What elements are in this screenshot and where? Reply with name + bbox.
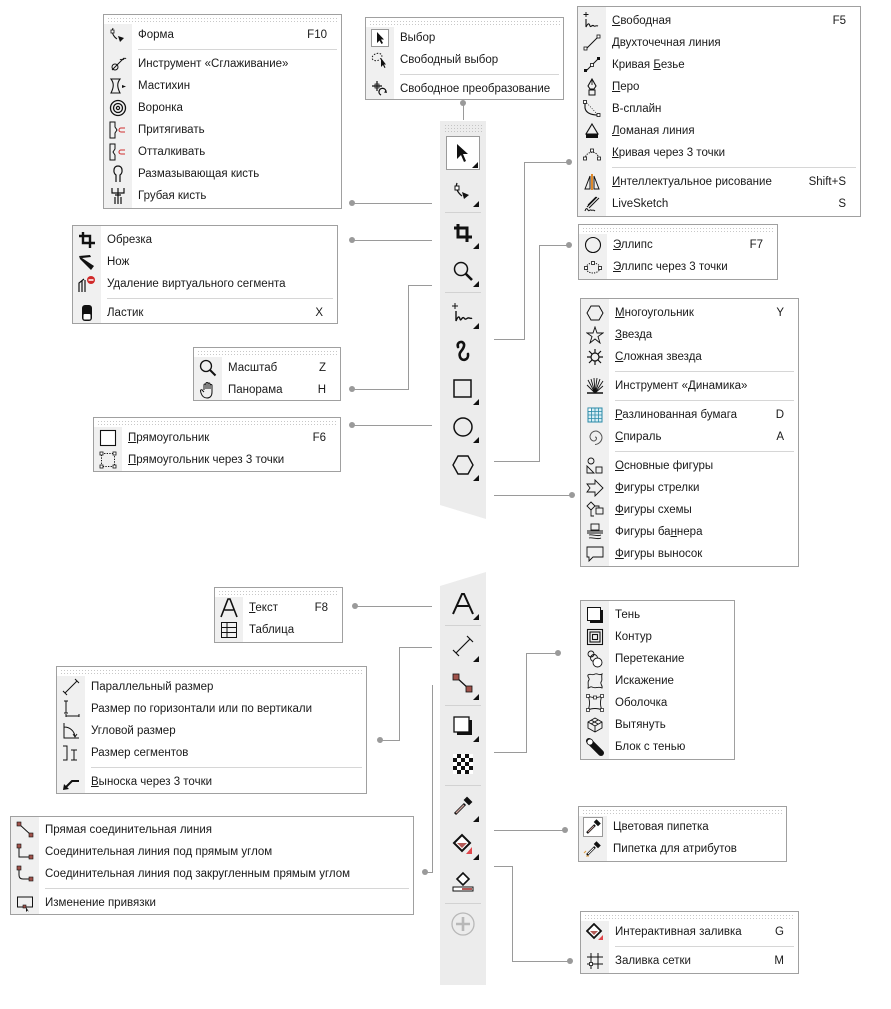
artistic-media-icon <box>452 339 474 363</box>
toolbox-grip[interactable] <box>444 124 482 133</box>
rectangle-tool-button[interactable] <box>446 372 480 406</box>
connector-dot <box>349 386 355 392</box>
straight-connector-icon <box>11 821 39 839</box>
menu-grip[interactable] <box>218 590 339 597</box>
table-icon <box>215 621 243 639</box>
menu-item-crop[interactable]: Обрезка <box>73 229 337 251</box>
banner-shapes-icon <box>581 523 609 541</box>
rectangle-icon <box>94 429 122 447</box>
menu-item-smooth[interactable]: Инструмент «Сглаживание» <box>104 53 341 75</box>
freehand-icon <box>578 12 606 30</box>
2point-line-icon <box>578 34 606 52</box>
connector-line <box>399 647 400 741</box>
connector-dot <box>567 958 573 964</box>
knife-icon <box>73 253 101 271</box>
parallel-dimension-icon <box>452 635 474 657</box>
edit-anchor-icon <box>11 894 39 912</box>
connector-dot <box>422 869 428 875</box>
parallel-dimension-icon <box>57 678 85 696</box>
zoom-icon <box>452 260 474 282</box>
livesketch-icon <box>578 195 606 213</box>
crop-tool-button[interactable] <box>446 216 480 250</box>
connector-dot <box>566 159 572 165</box>
bezier-icon <box>578 56 606 74</box>
repel-icon <box>104 143 132 161</box>
menu-item-blend[interactable]: Перетекание <box>581 648 734 670</box>
roughen-brush-icon <box>104 187 132 205</box>
twirl-icon <box>104 99 132 117</box>
menu-item-knife[interactable]: Нож <box>73 251 337 273</box>
menu-item-banner-shapes[interactable]: Фигуры баннера <box>581 521 798 543</box>
connector-dot <box>349 237 355 243</box>
menu-item-envelope[interactable]: Оболочка <box>581 692 734 714</box>
polyline-icon <box>578 122 606 140</box>
rectangle-icon <box>452 378 474 400</box>
rectangle-3pt-icon <box>94 451 122 469</box>
connector-line <box>352 240 432 241</box>
menu-item-spiral[interactable]: Спираль A <box>581 426 798 448</box>
menu-grip[interactable] <box>369 20 560 27</box>
menu-item-edit-anchor[interactable]: Изменение привязки <box>11 892 413 914</box>
menu-item-virtual-segment-delete[interactable]: Удаление виртуального сегмента <box>73 273 337 295</box>
menu-item-mesh-fill[interactable]: Заливка сетки M <box>581 950 798 972</box>
dimension-tool-button[interactable] <box>446 629 480 663</box>
text-icon <box>451 592 475 616</box>
smart-drawing-icon <box>578 173 606 191</box>
menu-item-2point-line[interactable]: Двухточечная линия <box>578 32 860 54</box>
menu-item-3pt-callout[interactable]: Выноска через 3 точки <box>57 771 366 793</box>
interactive-fill-tool-button[interactable] <box>446 827 480 861</box>
freehand-icon <box>451 302 475 324</box>
rectangle-flyout-menu <box>93 417 341 472</box>
polygon-flyout-menu <box>580 298 799 567</box>
connector-line <box>494 495 572 496</box>
extrude-icon <box>581 716 609 734</box>
pick-flyout-menu <box>365 17 564 100</box>
mesh-fill-icon <box>581 952 609 970</box>
connector-line <box>494 830 565 831</box>
zoom-tool-button[interactable] <box>446 254 480 288</box>
menu-item-straight-connector[interactable]: Прямая соединительная линия <box>11 819 413 841</box>
3pt-callout-icon <box>57 773 85 791</box>
toolbox-bottom <box>440 572 486 985</box>
eyedropper-tool-button[interactable] <box>446 789 480 823</box>
menu-item-impact[interactable]: Инструмент «Динамика» <box>581 375 798 397</box>
menu-item-complex-star[interactable]: Сложная звезда <box>581 346 798 368</box>
connector-line <box>352 203 432 204</box>
connector-line <box>539 245 540 462</box>
connector-dot <box>352 603 358 609</box>
menu-item-polygon[interactable]: Многоугольник Y <box>581 302 798 324</box>
menu-item-rounded-connector[interactable]: Соединительная линия под закругленным прямым углом <box>11 863 413 885</box>
polygon-icon <box>581 304 609 322</box>
menu-item-table[interactable]: Таблица <box>215 619 342 641</box>
ellipse-tool-button[interactable] <box>446 410 480 444</box>
connector-line <box>494 339 525 340</box>
shape-tool-button[interactable] <box>446 174 480 208</box>
3pt-curve-icon <box>578 144 606 162</box>
connector-line <box>512 866 513 962</box>
artistic-media-tool-button[interactable] <box>446 334 480 368</box>
callout-shapes-icon <box>581 545 609 563</box>
toolbox-top <box>440 121 486 519</box>
smart-fill-tool-button[interactable] <box>446 865 480 899</box>
freehand-pick-icon <box>366 51 394 69</box>
menu-item-distort[interactable]: Искажение <box>581 670 734 692</box>
connector-line <box>494 866 513 867</box>
pick-arrow-icon <box>366 29 394 47</box>
smear-icon <box>104 77 132 95</box>
shape-tool-icon <box>452 180 474 202</box>
connector-dot <box>377 737 383 743</box>
connector-dot <box>566 242 572 248</box>
menu-item-angular-dimension[interactable]: Угловой размер <box>57 720 366 742</box>
right-angle-connector-icon <box>11 843 39 861</box>
connector-line <box>512 961 570 962</box>
menu-item-roughen-brush[interactable]: Грубая кисть <box>104 185 341 207</box>
ellipse-flyout-menu <box>578 224 778 280</box>
menu-grip[interactable] <box>582 809 783 816</box>
block-shadow-icon <box>581 738 609 756</box>
connector-line <box>352 425 432 426</box>
text-icon <box>215 598 243 618</box>
shape-tool-icon <box>104 26 132 44</box>
menu-item-bspline[interactable]: B-сплайн <box>578 98 860 120</box>
menu-item-basic-shapes[interactable]: Основные фигуры <box>581 455 798 477</box>
pick-tool-button[interactable] <box>446 136 480 170</box>
envelope-icon <box>581 694 609 712</box>
connector-line <box>355 606 432 607</box>
connector-line <box>380 740 400 741</box>
complex-star-icon <box>581 348 609 366</box>
menu-item-arrow-shapes[interactable]: Фигуры стрелки <box>581 477 798 499</box>
menu-item-attributes-eyedropper[interactable]: Пипетка для атрибутов <box>579 838 786 860</box>
effects-flyout-menu <box>580 600 735 760</box>
add-tool-button[interactable] <box>446 907 480 941</box>
flowchart-shapes-icon <box>581 501 609 519</box>
curve-flyout-menu <box>577 6 861 217</box>
menu-item-right-angle-connector[interactable]: Соединительная линия под прямым углом <box>11 841 413 863</box>
ellipse-3pt-icon <box>579 258 607 276</box>
menu-item-pick[interactable]: Выбор <box>366 27 563 49</box>
color-eyedropper-icon <box>452 795 474 817</box>
impact-icon <box>581 377 609 395</box>
menu-item-3pt-curve[interactable]: Кривая через 3 точки <box>578 142 860 164</box>
menu-item-callout-shapes[interactable]: Фигуры выносок <box>581 543 798 565</box>
menu-item-smart-drawing[interactable]: Интеллектуальное рисование Shift+S <box>578 171 860 193</box>
connector-flyout-menu <box>10 816 414 915</box>
menu-item-extrude[interactable]: Вытянуть <box>581 714 734 736</box>
straight-connector-icon <box>452 673 474 695</box>
menu-item-segment-dimension[interactable]: Размер сегментов <box>57 742 366 764</box>
menu-item-parallel-dimension[interactable]: Параллельный размер <box>57 676 366 698</box>
menu-item-freehand-pick[interactable]: Свободный выбор <box>366 49 563 71</box>
pick-arrow-icon <box>454 143 472 163</box>
menu-item-attract[interactable]: Притягивать <box>104 119 341 141</box>
arrow-shapes-icon <box>581 479 609 497</box>
crop-icon <box>452 222 474 244</box>
eyedropper-flyout-menu <box>578 806 787 862</box>
contour-icon <box>581 628 609 646</box>
menu-item-twirl[interactable]: Воронка <box>104 97 341 119</box>
text-tool-button[interactable] <box>446 587 480 621</box>
crop-flyout-menu <box>72 225 338 324</box>
crop-icon <box>73 231 101 249</box>
menu-item-interactive-fill[interactable]: Интерактивная заливка G <box>581 921 798 943</box>
menu-item-free-transform[interactable]: Свободное преобразование <box>366 78 563 100</box>
menu-item-flowchart-shapes[interactable]: Фигуры схемы <box>581 499 798 521</box>
attract-icon <box>104 121 132 139</box>
menu-item-repel[interactable]: Отталкивать <box>104 141 341 163</box>
free-transform-icon <box>366 80 394 98</box>
color-eyedropper-icon <box>579 817 607 837</box>
eraser-icon <box>73 304 101 322</box>
connector-line <box>494 752 527 753</box>
zoom-icon <box>194 359 222 377</box>
connector-line <box>352 389 409 390</box>
polygon-icon <box>451 454 475 476</box>
smart-fill-icon <box>452 871 474 893</box>
connector-dot <box>349 422 355 428</box>
menu-item-eraser[interactable]: Ластик X <box>73 302 337 324</box>
connector-dot <box>460 100 466 106</box>
polygon-tool-button[interactable] <box>446 448 480 482</box>
menu-item-text[interactable]: Текст F8 <box>215 597 342 619</box>
segment-dimension-icon <box>57 744 85 762</box>
distort-icon <box>581 672 609 690</box>
zoom-flyout-menu <box>193 347 341 401</box>
menu-item-rectangle[interactable]: Прямоугольник F6 <box>94 427 340 449</box>
menu-grip[interactable] <box>582 227 774 234</box>
menu-item-ellipse-3pt[interactable]: Эллипс через 3 точки <box>579 256 777 278</box>
connector-line <box>494 461 540 462</box>
attributes-eyedropper-icon <box>579 839 607 859</box>
connector-line <box>524 162 525 340</box>
connector-dot <box>349 200 355 206</box>
menu-item-rectangle-3pt[interactable]: Прямоугольник через 3 точки <box>94 449 340 471</box>
star-icon <box>581 326 609 344</box>
spiral-icon <box>581 428 609 446</box>
menu-item-contour[interactable]: Контур <box>581 626 734 648</box>
menu-item-hv-dimension[interactable]: Размер по горизонтали или по вертикали <box>57 698 366 720</box>
drop-shadow-tool-button[interactable] <box>446 709 480 743</box>
menu-item-bezier[interactable]: Кривая Безье <box>578 54 860 76</box>
drop-shadow-icon <box>452 715 474 737</box>
shape-flyout-menu <box>103 14 342 209</box>
menu-item-smear[interactable]: Мастихин <box>104 75 341 97</box>
connector-dot <box>562 827 568 833</box>
text-flyout-menu <box>214 587 343 643</box>
connector-line <box>432 686 433 872</box>
menu-item-ellipse[interactable]: Эллипс F7 <box>579 234 777 256</box>
connector-line <box>526 653 558 654</box>
connector-dot <box>555 650 561 656</box>
menu-item-color-eyedropper[interactable]: Цветовая пипетка <box>579 816 786 838</box>
menu-grip[interactable] <box>197 350 337 357</box>
graph-paper-icon <box>581 406 609 424</box>
pan-hand-icon <box>194 381 222 399</box>
menu-item-drop-shadow[interactable]: Тень <box>581 604 734 626</box>
fill-flyout-menu <box>580 911 799 974</box>
menu-item-pan[interactable]: Панорама H <box>194 379 340 401</box>
virtual-segment-delete-icon <box>73 275 101 293</box>
plus-circle-icon <box>450 911 476 937</box>
menu-grip[interactable] <box>97 420 337 427</box>
menu-item-pen[interactable]: Перо <box>578 76 860 98</box>
connector-line <box>524 162 569 163</box>
menu-item-graph-paper[interactable]: Разлинованная бумага D <box>581 404 798 426</box>
menu-item-smudge-brush[interactable]: Размазывающая кисть <box>104 163 341 185</box>
menu-grip[interactable] <box>584 914 795 921</box>
bspline-icon <box>578 100 606 118</box>
connector-line <box>539 245 569 246</box>
transparency-tool-button[interactable] <box>446 747 480 781</box>
freehand-tool-button[interactable] <box>446 296 480 330</box>
ellipse-icon <box>579 236 607 254</box>
pen-icon <box>578 78 606 96</box>
connector-dot <box>569 492 575 498</box>
hv-dimension-icon <box>57 700 85 718</box>
dimension-flyout-menu <box>56 666 367 794</box>
ellipse-icon <box>452 416 474 438</box>
smudge-brush-icon <box>104 165 132 183</box>
blend-icon <box>581 650 609 668</box>
menu-grip[interactable] <box>60 669 363 676</box>
menu-item-star[interactable]: Звезда <box>581 324 798 346</box>
menu-item-zoom[interactable]: Масштаб Z <box>194 357 340 379</box>
interactive-fill-icon <box>452 833 474 855</box>
drop-shadow-icon <box>581 606 609 624</box>
smooth-icon <box>104 55 132 73</box>
interactive-fill-icon <box>581 923 609 941</box>
menu-item-polyline[interactable]: Ломаная линия <box>578 120 860 142</box>
menu-item-block-shadow[interactable]: Блок с тенью <box>581 736 734 758</box>
connector-line <box>408 285 432 286</box>
rounded-connector-icon <box>11 865 39 883</box>
menu-item-shape[interactable]: Форма F10 <box>104 24 341 46</box>
connector-line <box>526 653 527 753</box>
menu-grip[interactable] <box>107 17 338 24</box>
connector-line <box>399 647 432 648</box>
angular-dimension-icon <box>57 722 85 740</box>
menu-item-livesketch[interactable]: LiveSketch S <box>578 193 860 215</box>
basic-shapes-icon <box>581 457 609 475</box>
menu-item-freehand[interactable]: Свободная F5 <box>578 10 860 32</box>
connector-tool-button[interactable] <box>446 667 480 701</box>
transparency-icon <box>453 754 473 774</box>
connector-line <box>408 285 409 389</box>
